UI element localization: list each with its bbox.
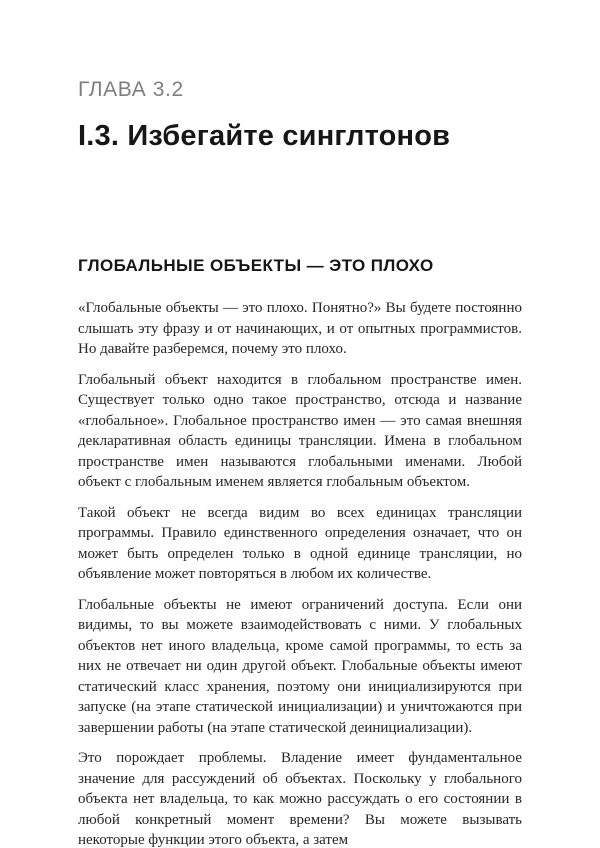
paragraph: Это порождает проблемы. Владение имеет фундаментальное значение для рассуждений об объектах. Поскольку у глобального объекта нет владельца, то как можно рассуждать о его состоянии в любой конкретный момент времени? Вы можете вызывать некоторые функции этого объекта, а затем [78, 750, 522, 848]
section-heading: ГЛОБАЛЬНЫЕ ОБЪЕКТЫ — ЭТО ПЛОХО [78, 256, 434, 275]
chapter-label: ГЛАВА 3.2 [78, 78, 184, 101]
paragraph: Такой объект не всегда видим во всех единицах трансляции программы. Правило единственного определения означает, что он может быть определен только в одной единице трансляции, но объявление может повторяться в любом их количестве. [78, 504, 522, 582]
paragraph: Глобальные объекты не имеют ограничений доступа. Если они видимы, то вы можете взаимодействовать с ними. У глобальных объектов нет иного владельца, кроме самой программы, то есть за них не отвечает ни один другой объект. Глобальные объекты имеют статический класс хранения, поэтому они инициализируются при запуске (на этапе статической инициализации) и уничтожаются при завершении работы (на этапе статической деинициализации). [78, 596, 522, 736]
paragraph: Глобальный объект находится в глобальном пространстве имен. Существует только одно такое пространство, отсюда и название «глобальное». Глобальное пространство имен — это самая внешняя декларативная область единицы трансляции. Имена в глобальном пространстве имен называются глобальными именами. Любой объект с глобальным именем является глобальным объектом. [78, 371, 522, 490]
body-text [78, 298, 522, 848]
page-content [78, 0, 522, 848]
page-title: I.3. Избегайте синглтонов [78, 120, 451, 152]
paragraph: «Глобальные объекты — это плохо. Понятно?» Вы будете постоянно слышать эту фразу и от начинающих, и от опытных программистов. Но давайте разберемся, почему это плохо. [78, 300, 522, 357]
